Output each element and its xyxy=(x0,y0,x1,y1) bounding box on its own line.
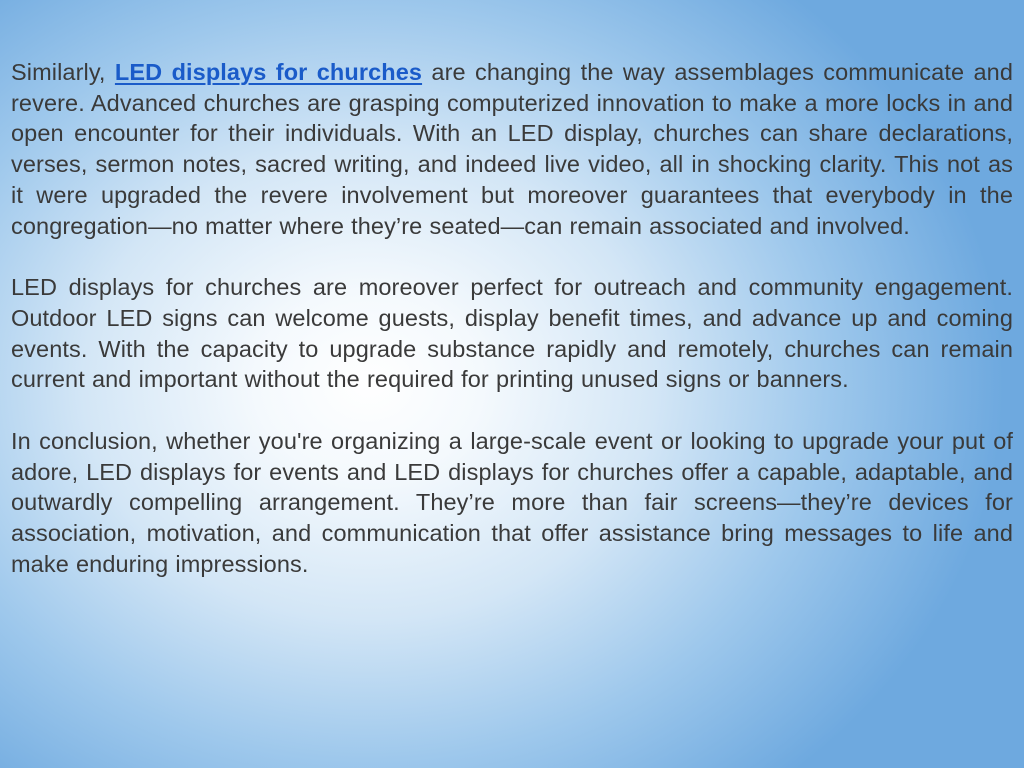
paragraph-1 xyxy=(11,57,1013,241)
paragraph-1-rest: are changing the way assemblages communicate and revere. Advanced churches are grasping computerized innovation to make a more locks in and open encounter for their individuals. With an LED display, churches can share declarations, verses, sermon notes, sacred writing, and indeed live video, all in shocking clarity. This not as it were upgraded the revere involvement but moreover guarantees that everybody in the congregation—no matter where they’re seated—can remain associated and involved. xyxy=(11,59,1013,239)
document-body xyxy=(11,57,1013,611)
paragraph-2: LED displays for churches are moreover perfect for outreach and community engagement. Outdoor LED signs can welcome guests, display benefit times, and advance up and coming events. With the capacity to upgrade substance rapidly and remotely, churches can remain current and important without the required for printing unused signs or banners. xyxy=(11,274,1013,393)
led-displays-for-churches-link[interactable]: LED displays for churches xyxy=(114,59,423,85)
paragraph-1-lead: Similarly, xyxy=(11,59,115,85)
paragraph-3: In conclusion, whether you're organizing a large-scale event or looking to upgrade your put of adore, LED displays for events and LED displays for churches offer a capable, adaptable, and outwardly compelling arrangement. They’re more than fair screens—they’re devices for association, motivation, and communication that offer assistance bring messages to life and make enduring impressions. xyxy=(11,428,1013,577)
